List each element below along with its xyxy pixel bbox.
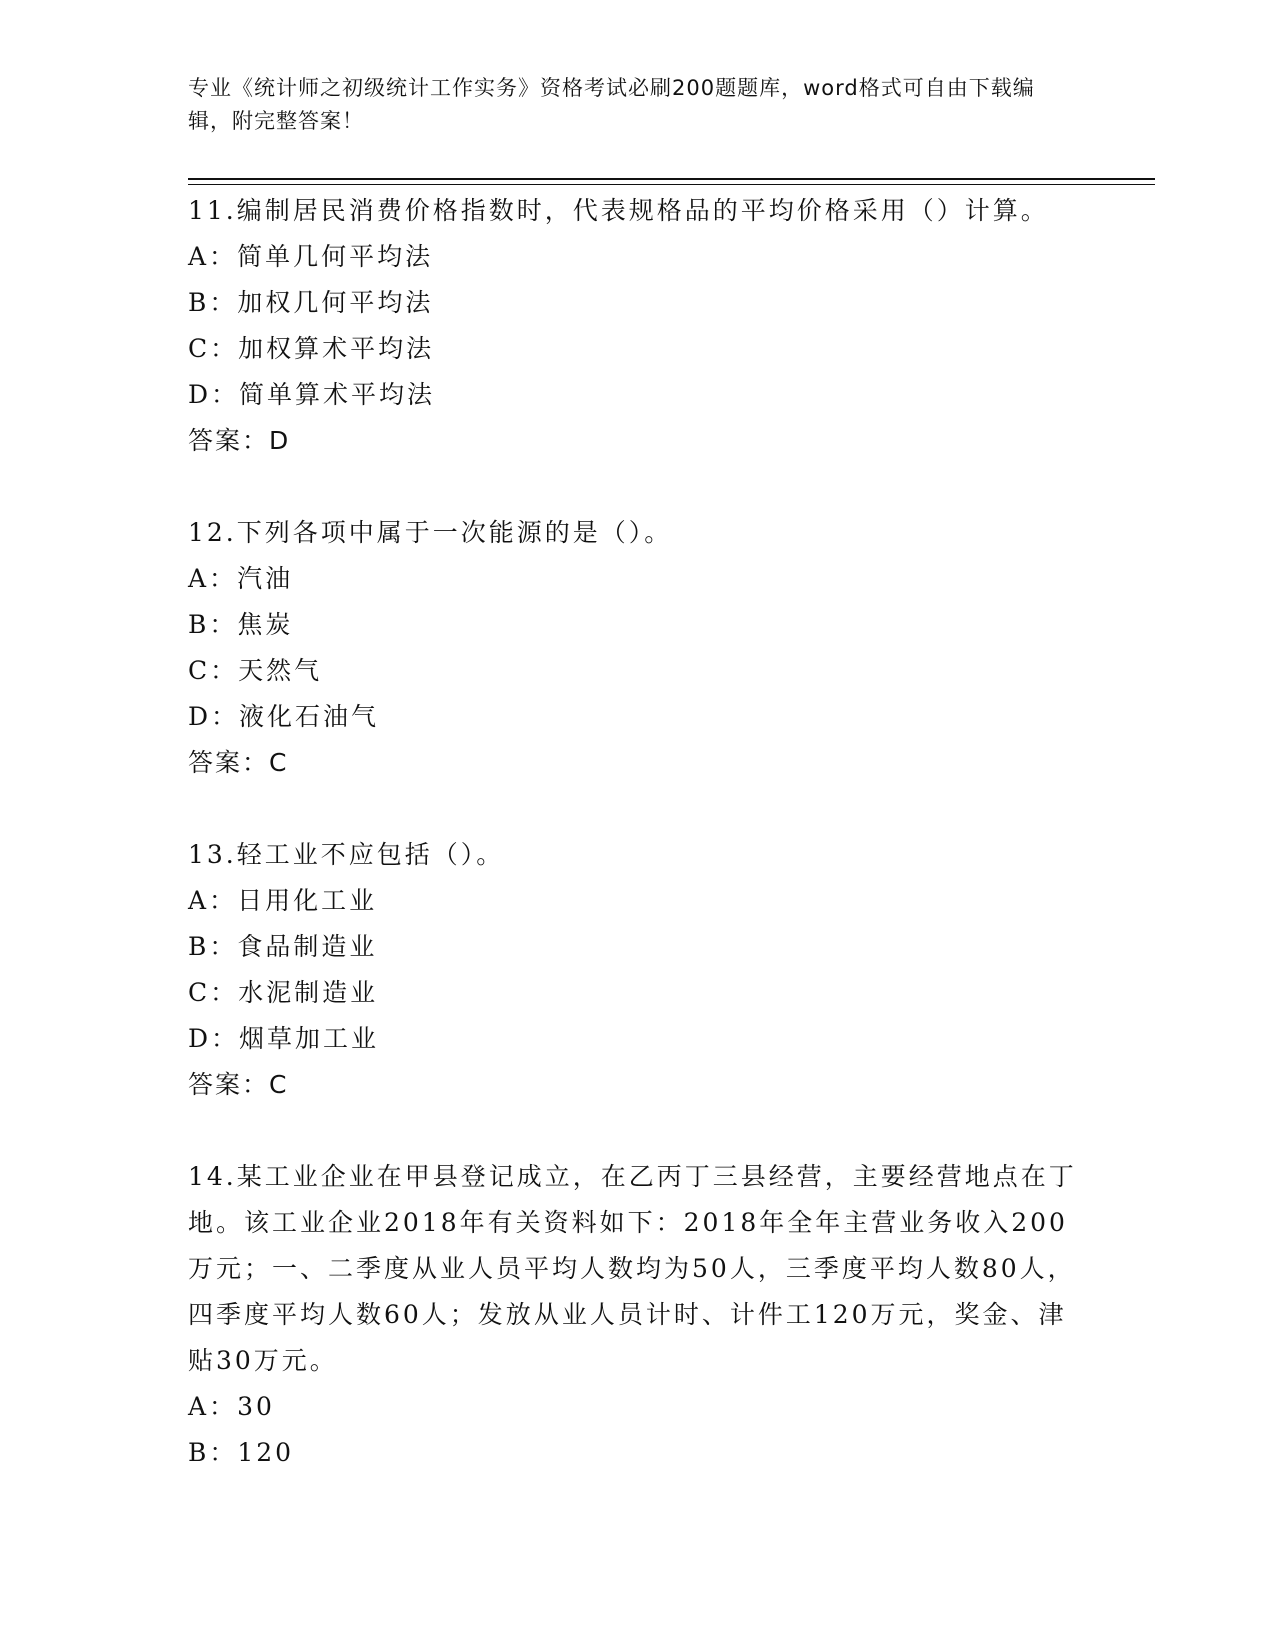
question-item [188, 832, 1088, 1108]
option-a [188, 878, 1088, 924]
answer-value: C [269, 748, 288, 777]
option-text: 简单几何平均法 [237, 242, 434, 271]
option-key: D： [188, 380, 240, 409]
option-text: 30 [237, 1392, 275, 1421]
option-key: C： [188, 656, 239, 685]
option-b [188, 1430, 1088, 1476]
option-text: 简单算术平均法 [239, 380, 436, 409]
question-list [188, 188, 1088, 1522]
question-item [188, 510, 1088, 786]
option-text: 焦炭 [237, 610, 294, 639]
question-item [188, 188, 1088, 464]
option-key: D： [188, 1024, 240, 1053]
option-text: 加权几何平均法 [237, 288, 434, 317]
answer-label: 答案： [188, 748, 270, 777]
option-d [188, 694, 1088, 740]
question-text [188, 1154, 1088, 1384]
option-c [188, 326, 1088, 372]
option-text: 120 [237, 1438, 295, 1467]
option-key: A： [188, 886, 238, 915]
option-key: A： [188, 564, 238, 593]
header-divider-thick [188, 178, 1155, 180]
answer-label: 答案： [188, 426, 270, 455]
option-key: A： [188, 242, 238, 271]
option-key: B： [188, 1438, 238, 1467]
answer-label: 答案： [188, 1070, 270, 1099]
option-key: D： [188, 702, 240, 731]
question-stem: 下列各项中属于一次能源的是（）。 [236, 518, 673, 547]
option-text: 食品制造业 [237, 932, 378, 961]
option-text: 液化石油气 [239, 702, 380, 731]
question-number: 11. [188, 196, 237, 225]
option-text: 烟草加工业 [239, 1024, 380, 1053]
option-d [188, 372, 1088, 418]
option-d [188, 1016, 1088, 1062]
option-key: A： [188, 1392, 238, 1421]
question-stem: 轻工业不应包括（）。 [236, 840, 505, 869]
question-item [188, 1154, 1088, 1476]
option-b [188, 280, 1088, 326]
option-key: C： [188, 334, 239, 363]
option-key: B： [188, 610, 238, 639]
option-text: 汽油 [237, 564, 294, 593]
option-key: B： [188, 932, 238, 961]
answer-value: D [269, 426, 290, 455]
question-text [188, 832, 1088, 878]
question-text [188, 510, 1088, 556]
option-b [188, 924, 1088, 970]
option-key: B： [188, 288, 238, 317]
option-key: C： [188, 978, 239, 1007]
option-a [188, 234, 1088, 280]
option-a [188, 556, 1088, 602]
question-number: 14. [188, 1162, 237, 1191]
option-text: 水泥制造业 [238, 978, 379, 1007]
document-header: 专业《统计师之初级统计工作实务》资格考试必刷200题题库，word格式可自由下载编辑，附完整答案！ [188, 76, 1035, 133]
option-c [188, 970, 1088, 1016]
answer-line [188, 740, 1088, 786]
option-text: 天然气 [238, 656, 323, 685]
option-text: 加权算术平均法 [238, 334, 435, 363]
option-a [188, 1384, 1088, 1430]
question-text [188, 188, 1088, 234]
option-text: 日用化工业 [237, 886, 378, 915]
header-divider-thin [188, 184, 1155, 185]
question-number: 13. [188, 840, 237, 869]
question-number: 12. [188, 518, 237, 547]
answer-line [188, 418, 1088, 464]
option-c [188, 648, 1088, 694]
option-b [188, 602, 1088, 648]
question-stem: 某工业企业在甲县登记成立，在乙丙丁三县经营，主要经营地点在丁地。该工业企业2018年有关资料如下：2018年全年主营业务收入200万元；一、二季度从业人员平均人数均为50人，三季度平均人数80人，四季度平均人数60人；发放从业人员计时、计件工120万元，奖金、津贴30万元。 [188, 1162, 1077, 1375]
question-stem: 编制居民消费价格指数时，代表规格品的平均价格采用（）计算。 [236, 196, 1049, 225]
answer-value: C [269, 1070, 288, 1099]
answer-line [188, 1062, 1088, 1108]
